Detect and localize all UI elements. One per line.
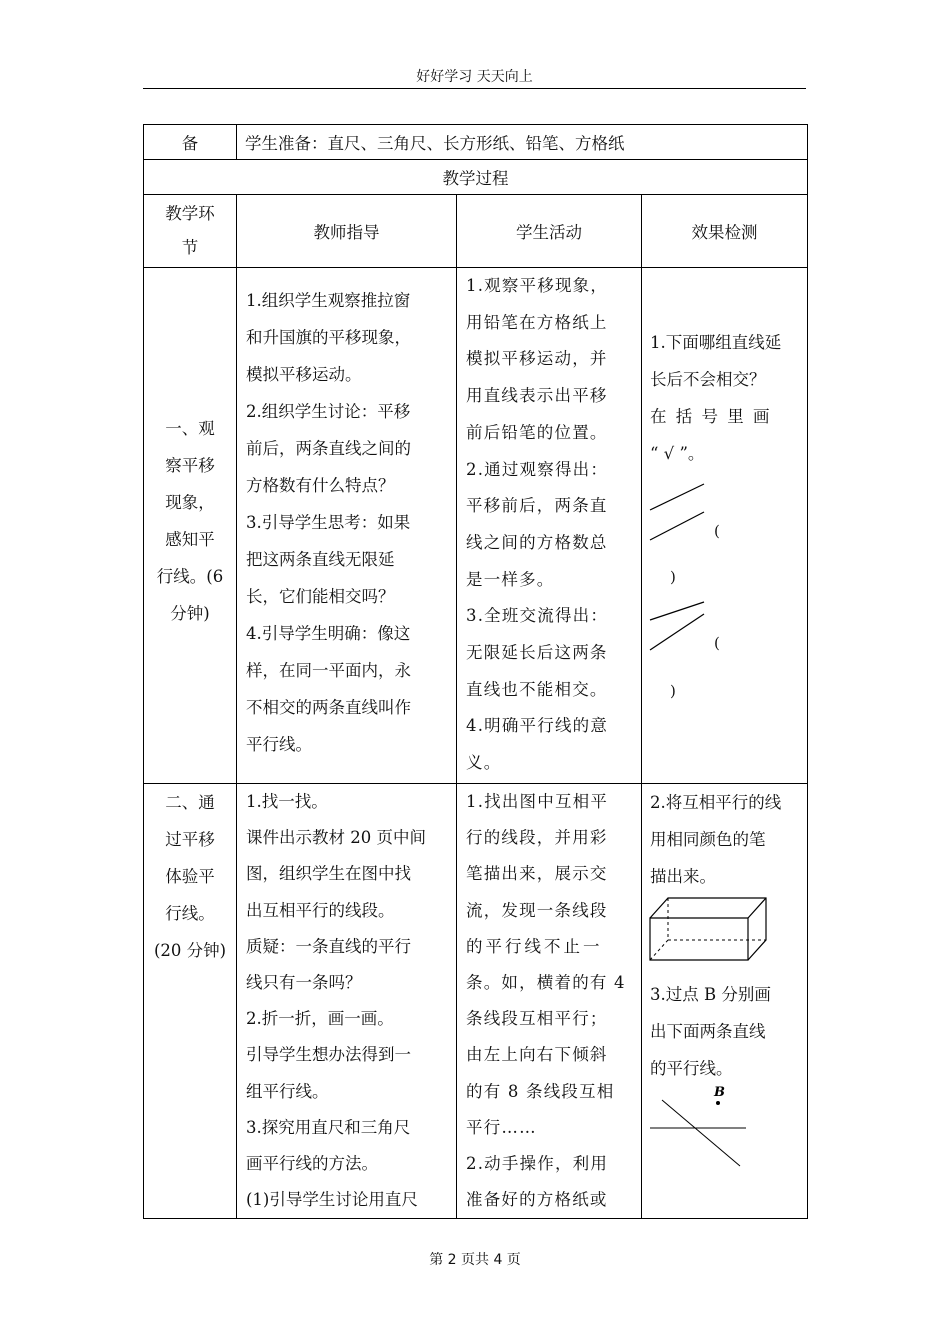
- check-line: 在 括 号 里 画: [650, 407, 772, 426]
- stage-line: (20 分钟): [153, 941, 227, 960]
- col-student-header: 学生活动: [457, 195, 642, 268]
- check-line: 出下面两条直线: [650, 1022, 766, 1041]
- row1-stage: [144, 268, 237, 784]
- teacher-line: 不相交的两条直线叫作: [246, 698, 411, 717]
- row1-teacher: [237, 268, 457, 784]
- stage-line: 分钟): [170, 604, 210, 623]
- student-line: 2.动手操作，利用: [466, 1154, 609, 1174]
- stage-line: 行线。(6: [156, 567, 224, 586]
- check1-question: [642, 268, 807, 472]
- row2-stage: [144, 784, 237, 1219]
- stage-line: 行线。: [165, 904, 215, 923]
- teacher-line: 出互相平行的线段。: [246, 900, 395, 920]
- prep-label: 备: [144, 125, 237, 160]
- student-line: 的有 8 条线段互相: [466, 1081, 615, 1101]
- point-b-lines-figure: [648, 1084, 758, 1174]
- check-line: 2.将互相平行的线: [650, 793, 782, 812]
- intersecting-lines-figure-b: [648, 598, 708, 652]
- teacher-line: 把这两条直线无限延: [246, 550, 395, 569]
- teacher-line: 4.引导学生明确：像这: [246, 624, 411, 643]
- check3-question: [650, 976, 771, 1087]
- student-line: 直线也不能相交。: [466, 679, 608, 699]
- row1-check: [642, 268, 808, 784]
- stage-line: 感知平: [165, 530, 215, 549]
- answer-paren-close: ): [670, 682, 676, 700]
- parallel-lines-figure-a: [648, 476, 708, 542]
- teacher-line: 3.探究用直尺和三角尺: [246, 1117, 411, 1137]
- check-line: 用相同颜色的笔: [650, 830, 766, 849]
- student-line: 的平行线不止一: [466, 936, 603, 956]
- stage-line: 察平移: [165, 456, 215, 475]
- student-line: 平行……: [466, 1117, 537, 1137]
- row1-student: [457, 268, 642, 784]
- row2-student: [457, 784, 642, 1219]
- cuboid-figure: [648, 896, 768, 962]
- student-line: 线之间的方格数总: [466, 532, 608, 552]
- check-line: 1.下面哪组直线延: [650, 333, 782, 352]
- col-check-header: 效果检测: [642, 195, 808, 268]
- col-teacher-header: 教师指导: [237, 195, 457, 268]
- prep-text: 学生准备：直尺、三角尺、长方形纸、铅笔、方格纸: [237, 125, 808, 160]
- row2-teacher: [237, 784, 457, 1219]
- point-b-dot: [716, 1101, 720, 1105]
- teacher-line: 样，在同一平面内，永: [246, 661, 411, 680]
- student-line: 3.全班交流得出：: [466, 606, 609, 626]
- teacher-line: 模拟平移运动。: [246, 365, 362, 384]
- teacher-line: 方格数有什么特点？: [246, 476, 395, 495]
- stage-line: 一、观: [165, 419, 215, 438]
- teacher-line: 质疑：一条直线的平行: [246, 936, 411, 956]
- check2-question: [642, 784, 807, 895]
- col-stage-line: 教学环: [165, 204, 215, 223]
- student-line: 1.找出图中互相平: [466, 792, 609, 811]
- student-line: 平移前后，两条直: [466, 496, 608, 516]
- teacher-line: 画平行线的方法。: [246, 1154, 378, 1174]
- student-line: 2.通过观察得出：: [466, 459, 609, 479]
- student-line: 4.明确平行线的意: [466, 716, 609, 736]
- teacher-line: 线只有一条吗？: [246, 973, 362, 993]
- student-line: 用铅笔在方格纸上: [466, 312, 608, 332]
- student-line: 前后铅笔的位置。: [466, 422, 608, 442]
- col-stage-header: [144, 195, 237, 268]
- student-line: 模拟平移运动，并: [466, 349, 608, 369]
- teacher-line: 1.找一找。: [246, 792, 328, 811]
- student-line: 无限延长后这两条: [466, 643, 608, 663]
- student-line: 流，发现一条线段: [466, 900, 608, 920]
- check-line: 长后不会相交？: [650, 370, 766, 389]
- student-line: 是一样多。: [466, 569, 555, 589]
- stage-line: 过平移: [165, 830, 215, 849]
- stage-line: 体验平: [165, 867, 215, 886]
- student-line: 行的线段，并用彩: [466, 828, 608, 848]
- teacher-line: 2.折一折，画一画。: [246, 1009, 394, 1029]
- student-line: 1.观察平移现象，: [466, 276, 609, 295]
- answer-paren-open: (: [714, 522, 720, 540]
- header-rule: [143, 88, 806, 89]
- teacher-line: (1)引导学生讨论用直尺: [246, 1190, 418, 1210]
- page-footer: 第 2 页共 4 页: [429, 1252, 521, 1268]
- lesson-table: [143, 124, 808, 1219]
- answer-paren-close: ): [670, 568, 676, 586]
- stage-line: 二、通: [165, 793, 215, 812]
- teacher-line: 和升国旗的平移现象，: [246, 328, 411, 347]
- student-line: 由左上向右下倾斜: [466, 1045, 608, 1065]
- row2-check: [642, 784, 808, 1219]
- check-line: 描出来。: [650, 867, 716, 886]
- teacher-line: 前后，两条直线之间的: [246, 439, 411, 458]
- check-line: 的平行线。: [650, 1059, 733, 1078]
- teacher-line: 组平行线。: [246, 1081, 329, 1101]
- teacher-line: 图，组织学生在图中找: [246, 864, 411, 884]
- point-b-label: B: [714, 1085, 725, 1100]
- student-line: 条线段互相平行；: [466, 1009, 608, 1029]
- teacher-line: 2.组织学生讨论：平移: [246, 402, 411, 421]
- stage-line: 现象，: [165, 493, 215, 512]
- teacher-line: 1.组织学生观察推拉窗: [246, 291, 411, 310]
- teacher-line: 引导学生想办法得到一: [246, 1045, 411, 1065]
- student-line: 用直线表示出平移: [466, 386, 608, 406]
- student-line: 准备好的方格纸或: [466, 1190, 608, 1210]
- check-line: “ √ ”。: [650, 444, 705, 463]
- section-title: 教学过程: [144, 160, 808, 195]
- student-line: 条。如，横着的有 4: [466, 973, 626, 993]
- answer-paren-open: (: [714, 634, 720, 652]
- teacher-line: 3.引导学生思考：如果: [246, 513, 411, 532]
- teacher-line: 平行线。: [246, 735, 312, 754]
- check-line: 3.过点 B 分别画: [650, 985, 771, 1004]
- teacher-line: 课件出示教材 20 页中间: [246, 828, 426, 848]
- teacher-line: 长，它们能相交吗？: [246, 587, 395, 606]
- student-line: 义。: [466, 753, 502, 773]
- student-line: 笔描出来，展示交: [466, 864, 608, 884]
- col-stage-line: 节: [181, 238, 199, 257]
- page-header: 好好学习 天天向上: [416, 69, 533, 85]
